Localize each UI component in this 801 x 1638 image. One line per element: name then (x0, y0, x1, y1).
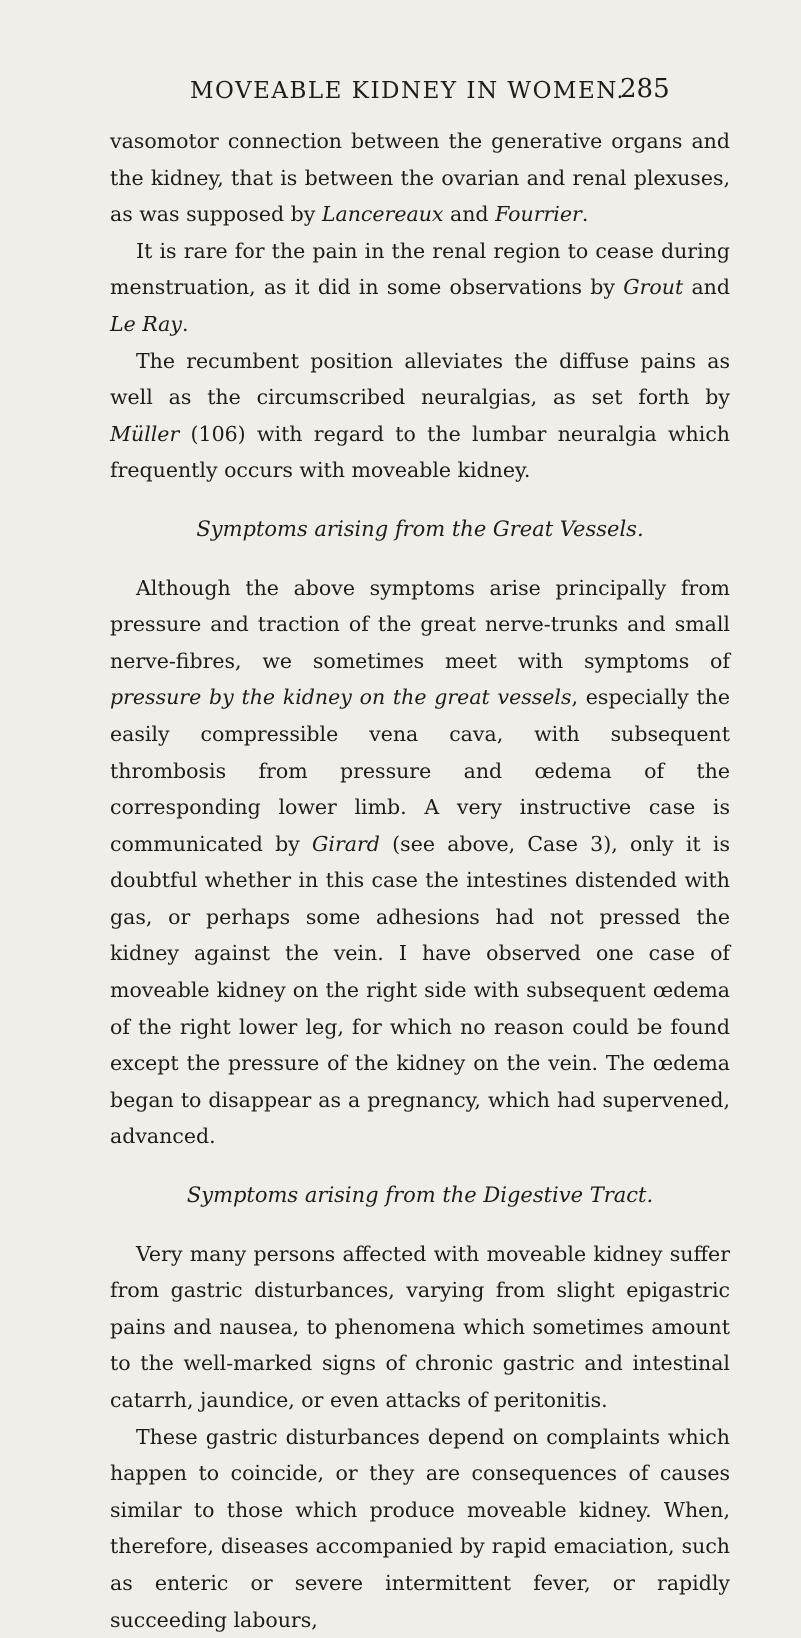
paragraph-menstruation: It is rare for the pain in the renal region to cease during menstruation, as it did in some observations by Grout and Le Ray. (110, 238, 730, 336)
paragraph-great-vessels: Although the above symptoms arise principally from pressure and traction of the great nerve-trunks and small nerve-fibres, we sometimes meet with symptoms of pressure by the kidney on the great vessels, especially the easily compressible vena cava, with subsequent thrombosis from pressure and œdema of the corresponding lower limb. A very instructive case is communicated by Girard (see above, Case 3), only it is doubtful whether in this case the intestines distended with gas, or perhaps some adhesions had not pressed the kidney against the vein. I have observed one case of moveable kidney on the right side with subsequent œdema of the right lower leg, for which no reason could be found except the pressure of the kidney on the vein. The œdema began to disappear as a pregnancy, which had supervened, advanced. (110, 575, 731, 1149)
paragraph-recumbent: The recumbent position alleviates the diffuse pains as well as the circumscribed neuralgias, as set forth by Müller (106) with regard to the lumbar neuralgia which frequently occurs with moveable kidney. (110, 348, 730, 483)
author-reference: Fourrier (495, 202, 582, 227)
section-heading-vessels: Symptoms arising from the Great Vessels. (196, 516, 644, 541)
running-title: MOVEABLE KIDNEY IN WOMEN. (190, 78, 626, 104)
page-body (110, 123, 730, 1638)
paragraph-gastric-causes: These gastric disturbances depend on complaints which happen to coincide, or they are consequences of causes similar to those which produce moveable kidney. When, therefore, diseases accompanied by rapid emaciation, such as enteric or severe intermittent fever, or rapidly succeeding labours, (110, 1424, 730, 1632)
emphasis-text: pressure by the kidney on the great vessels (110, 685, 572, 710)
author-reference: Müller (110, 421, 180, 446)
paragraph-gastric: Very many persons affected with moveable kidney suffer from gastric disturbances, varying from slight epigastric pains and nausea, to phenomena which sometimes amount to the well-marked signs of chronic gastric and intestinal catarrh, jaundice, or even attacks of peritonitis. (110, 1241, 730, 1412)
section-heading-digestive: Symptoms arising from the Digestive Tract. (186, 1183, 654, 1208)
author-reference: Lancereaux (321, 202, 444, 227)
author-reference: Grout (623, 275, 684, 300)
author-reference: Girard (312, 831, 380, 856)
page-number: 285 (620, 74, 670, 104)
page-header (0, 74, 801, 118)
author-reference: Le Ray (110, 311, 182, 336)
paragraph-continuation: vasomotor connection between the generative organs and the kidney, that is between the ovarian and renal plexuses, as was supposed by Lancereaux and Fourrier. (110, 129, 730, 227)
